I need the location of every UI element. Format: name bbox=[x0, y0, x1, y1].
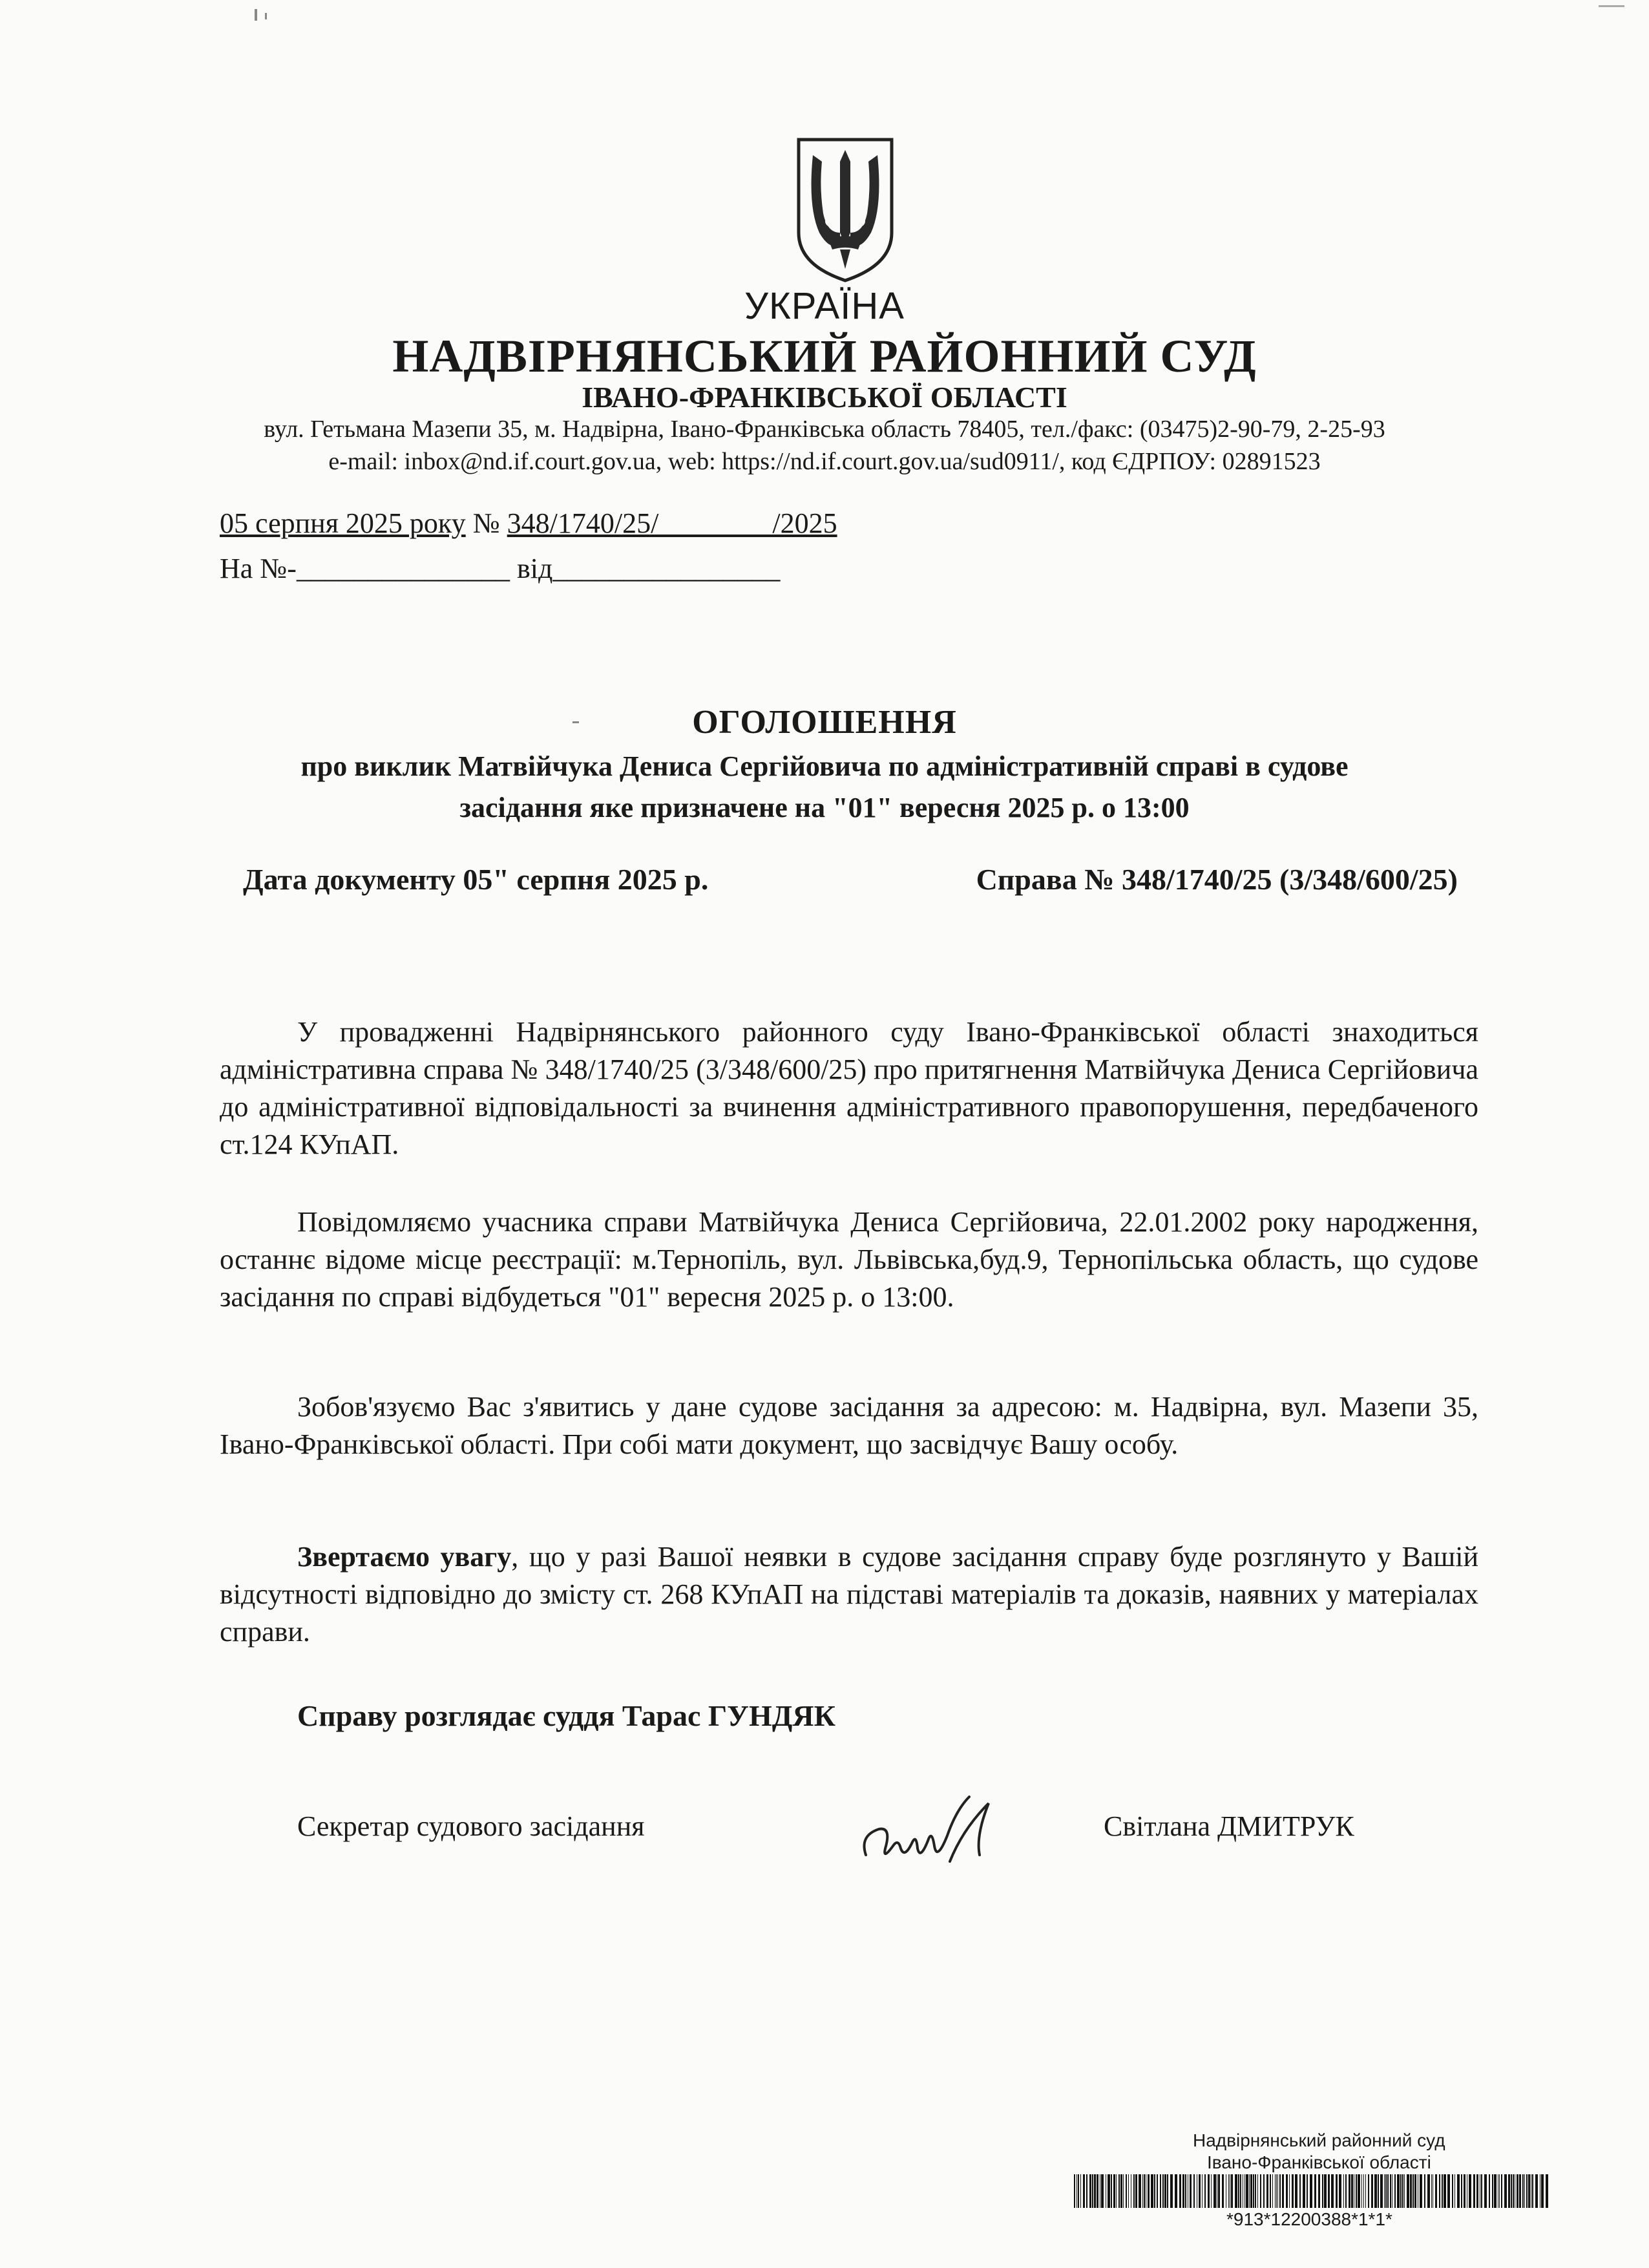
barcode-bar bbox=[1361, 2174, 1362, 2208]
barcode-bar bbox=[1522, 2174, 1524, 2208]
country-heading: УКРАЇНА bbox=[744, 285, 905, 327]
incoming-reference bbox=[220, 552, 780, 585]
barcode-bar bbox=[1202, 2174, 1203, 2208]
barcode-bar bbox=[1358, 2174, 1360, 2208]
body-paragraph: Зобов'язуємо Вас з'явитись у дане судове засідання за адресою: м. Надвірна, вул. Мазепи 35, Івано-Франківської області. При собі мати документ, що засвідчує Вашу особу. bbox=[220, 1391, 1478, 1460]
barcode-bar bbox=[1074, 2174, 1075, 2208]
barcode-bar bbox=[1119, 2174, 1120, 2208]
barcode-bar bbox=[1314, 2174, 1316, 2208]
barcode-bar bbox=[1457, 2174, 1460, 2208]
barcode-bar bbox=[1154, 2174, 1155, 2208]
incoming-number-blank: _______________ bbox=[296, 553, 510, 584]
barcode-bar bbox=[1336, 2174, 1338, 2208]
barcode-bar bbox=[1289, 2174, 1290, 2208]
barcode-bar bbox=[1345, 2174, 1347, 2208]
barcode-bar bbox=[1447, 2174, 1450, 2208]
barcode-number: *913*12200388*1*1* bbox=[1226, 2209, 1392, 2229]
barcode-bar bbox=[1484, 2174, 1487, 2208]
outgoing-number-label: № bbox=[465, 507, 507, 539]
barcode-bar bbox=[1266, 2174, 1268, 2208]
barcode-bar bbox=[1508, 2174, 1510, 2208]
barcode-bar bbox=[1260, 2174, 1261, 2208]
barcode-bar bbox=[1162, 2174, 1164, 2208]
barcode-bar bbox=[1094, 2174, 1096, 2208]
barcode-bar bbox=[1473, 2174, 1475, 2208]
barcode-bar bbox=[1246, 2174, 1248, 2208]
barcode-bar bbox=[1431, 2174, 1432, 2208]
barcode-bar bbox=[1116, 2174, 1117, 2208]
barcode-bar bbox=[1157, 2174, 1158, 2208]
barcode-bar bbox=[1092, 2174, 1093, 2208]
barcode-bar bbox=[1111, 2174, 1112, 2208]
barcode-bar bbox=[1374, 2174, 1377, 2208]
barcode-bar bbox=[1193, 2174, 1195, 2208]
barcode-bar bbox=[1139, 2174, 1141, 2208]
barcode-bar bbox=[1385, 2174, 1387, 2208]
court-name-heading: НАДВІРНЯНСЬКИЙ РАЙОННИЙ СУД bbox=[392, 330, 1257, 382]
barcode-bar bbox=[1231, 2174, 1233, 2208]
barcode-bar bbox=[1270, 2174, 1271, 2208]
scan-speck bbox=[265, 13, 267, 19]
barcode-bar bbox=[1414, 2174, 1416, 2208]
barcode-bar bbox=[1404, 2174, 1405, 2208]
barcode-bar bbox=[1148, 2174, 1150, 2208]
barcode-bar bbox=[1190, 2174, 1192, 2208]
barcode-icon bbox=[1074, 2174, 1552, 2208]
barcode-bar bbox=[1113, 2174, 1115, 2208]
barcode-bar bbox=[1363, 2174, 1364, 2208]
barcode-bar bbox=[1407, 2174, 1409, 2208]
barcode-bar bbox=[1400, 2174, 1402, 2208]
barcode-bar bbox=[1213, 2174, 1216, 2208]
outgoing-reference bbox=[220, 507, 837, 540]
barcode-bar bbox=[1380, 2174, 1383, 2208]
barcode-bar bbox=[1086, 2174, 1087, 2208]
barcode-bar bbox=[1228, 2174, 1229, 2208]
barcode-bar bbox=[1365, 2174, 1366, 2208]
incoming-label: На №- bbox=[220, 553, 297, 584]
barcode-bar bbox=[1394, 2174, 1396, 2208]
barcode-bar bbox=[1461, 2174, 1462, 2208]
barcode-bar bbox=[1489, 2174, 1490, 2208]
court-contacts-line: e-mail: inbox@nd.if.court.gov.ua, web: https://nd.if.court.gov.ua/sud0911/, код ЄДРПОУ: 02891523 bbox=[328, 448, 1321, 475]
barcode-bar bbox=[1476, 2174, 1478, 2208]
court-region-heading: ІВАНО-ФРАНКІВСЬКОЇ ОБЛАСТІ bbox=[582, 381, 1067, 414]
barcode-bar bbox=[1218, 2174, 1220, 2208]
barcode-bar bbox=[1469, 2174, 1471, 2208]
notice-title: ОГОЛОШЕННЯ bbox=[692, 704, 957, 741]
barcode-bar bbox=[1387, 2174, 1389, 2208]
barcode-bar bbox=[1356, 2174, 1357, 2208]
body-paragraph bbox=[220, 1538, 1478, 1651]
barcode-bar bbox=[1410, 2174, 1412, 2208]
secretary-label: Секретар судового засідання bbox=[297, 1810, 645, 1842]
barcode-bar bbox=[1513, 2174, 1514, 2208]
barcode-bar bbox=[1528, 2174, 1530, 2208]
barcode-bar bbox=[1128, 2174, 1129, 2208]
barcode-bar bbox=[1151, 2174, 1153, 2208]
barcode-bar bbox=[1424, 2174, 1425, 2208]
outgoing-date: 05 серпня 2025 року bbox=[220, 507, 466, 539]
barcode-bar bbox=[1384, 2174, 1385, 2208]
barcode-bar bbox=[1324, 2174, 1327, 2208]
barcode-bar bbox=[1439, 2174, 1440, 2208]
barcode-bar bbox=[1272, 2174, 1273, 2208]
barcode-bar bbox=[1526, 2174, 1528, 2208]
barcode-bar bbox=[1310, 2174, 1312, 2208]
incoming-date-blank: ________________ bbox=[552, 553, 781, 584]
barcode-bar bbox=[1444, 2174, 1446, 2208]
barcode-bar bbox=[1135, 2174, 1137, 2208]
barcode-bar bbox=[1532, 2174, 1533, 2208]
barcode-bar bbox=[1238, 2174, 1239, 2208]
barcode-bar bbox=[1175, 2174, 1177, 2208]
barcode-bar bbox=[1083, 2174, 1085, 2208]
barcode-bar bbox=[1427, 2174, 1430, 2208]
barcode-bar bbox=[1413, 2174, 1414, 2208]
body-paragraph: У провадженні Надвірнянського районного суду Івано-Франківської області знаходиться адміністративна справа № 348/1740/25 (3/348/600/25) про притягнення Матвійчука Дениса Сергійовича до адміністративної відповідальності за вчинення адміністративного правопорушення, передбаченого ст.124 КУпАП. bbox=[220, 1016, 1478, 1160]
case-number: Справа № 348/1740/25 (3/348/600/25) bbox=[976, 863, 1458, 896]
barcode-bar bbox=[1160, 2174, 1161, 2208]
barcode-bar bbox=[1170, 2174, 1173, 2208]
outgoing-number: 348/1740/25/________/2025 bbox=[507, 507, 837, 539]
barcode-bar bbox=[1517, 2174, 1518, 2208]
barcode-bar bbox=[1142, 2174, 1143, 2208]
barcode-bar bbox=[1185, 2174, 1186, 2208]
barcode-bar bbox=[1546, 2174, 1548, 2208]
barcode-bar bbox=[1511, 2174, 1512, 2208]
barcode-bar bbox=[1123, 2174, 1124, 2208]
barcode-bar bbox=[1167, 2174, 1168, 2208]
barcode-bar bbox=[1199, 2174, 1201, 2208]
barcode-bar bbox=[1501, 2174, 1502, 2208]
handwritten-signature-icon bbox=[853, 1784, 1008, 1874]
barcode-bar bbox=[1481, 2174, 1482, 2208]
barcode-bar bbox=[1292, 2174, 1294, 2208]
barcode-bar bbox=[1492, 2174, 1493, 2208]
barcode-bar bbox=[1144, 2174, 1145, 2208]
barcode-bar bbox=[1349, 2174, 1350, 2208]
barcode-bar bbox=[1494, 2174, 1497, 2208]
barcode-bar bbox=[1276, 2174, 1277, 2208]
barcode-bar bbox=[1524, 2174, 1525, 2208]
barcode-bar bbox=[1164, 2174, 1166, 2208]
barcode-bar bbox=[1282, 2174, 1284, 2208]
barcode-bar bbox=[1208, 2174, 1210, 2208]
barcode-bar bbox=[1126, 2174, 1127, 2208]
barcode-bar bbox=[1108, 2174, 1110, 2208]
document-date: Дата документу 05" серпня 2025 р. bbox=[243, 863, 709, 896]
barcode-bar bbox=[1263, 2174, 1265, 2208]
barcode-bar bbox=[1397, 2174, 1400, 2208]
barcode-bar bbox=[1295, 2174, 1297, 2208]
barcode-bar bbox=[1535, 2174, 1538, 2208]
barcode-bar bbox=[1339, 2174, 1341, 2208]
barcode-bar bbox=[1318, 2174, 1320, 2208]
scan-speck bbox=[1599, 5, 1624, 7]
barcode-bar bbox=[1519, 2174, 1521, 2208]
barcode-bar bbox=[1541, 2174, 1544, 2208]
barcode-bar bbox=[1097, 2174, 1098, 2208]
scan-speck bbox=[255, 9, 257, 21]
barcode-bar bbox=[1253, 2174, 1254, 2208]
tryzub-coat-of-arms-icon bbox=[793, 136, 897, 284]
barcode-bar bbox=[1322, 2174, 1323, 2208]
barcode-bar bbox=[1179, 2174, 1181, 2208]
barcode-bar bbox=[1504, 2174, 1507, 2208]
barcode-bar bbox=[1368, 2174, 1369, 2208]
barcode-bar bbox=[1442, 2174, 1443, 2208]
barcode-bar bbox=[1182, 2174, 1184, 2208]
barcode-bar bbox=[1211, 2174, 1212, 2208]
barcode-bar bbox=[1275, 2174, 1276, 2208]
barcode-bar bbox=[1240, 2174, 1241, 2208]
barcode-bar bbox=[1351, 2174, 1353, 2208]
barcode-bar bbox=[1277, 2174, 1278, 2208]
barcode-bar bbox=[1464, 2174, 1465, 2208]
barcode-bar bbox=[1435, 2174, 1437, 2208]
registry-stamp-line: Надвірнянський районний суд bbox=[1193, 2130, 1445, 2150]
barcode-bar bbox=[1089, 2174, 1091, 2208]
secretary-name: Світлана ДМИТРУК bbox=[1104, 1810, 1354, 1842]
incoming-from-label: від bbox=[509, 553, 553, 584]
barcode-bar bbox=[1080, 2174, 1081, 2208]
barcode-bar bbox=[1222, 2174, 1224, 2208]
barcode-bar bbox=[1255, 2174, 1256, 2208]
barcode-bar bbox=[1250, 2174, 1252, 2208]
barcode-bar bbox=[1235, 2174, 1237, 2208]
barcode-bar bbox=[1343, 2174, 1344, 2208]
barcode-bar bbox=[1371, 2174, 1373, 2208]
judge-line: Справу розглядає суддя Тарас ГУНДЯК bbox=[297, 1699, 835, 1732]
barcode-bar bbox=[1378, 2174, 1379, 2208]
registry-stamp-line: Івано-Франківської області bbox=[1207, 2152, 1431, 2172]
barcode-bar bbox=[1101, 2174, 1104, 2208]
barcode-bar bbox=[1452, 2174, 1453, 2208]
barcode-bar bbox=[1249, 2174, 1250, 2208]
barcode-bar bbox=[1279, 2174, 1281, 2208]
attention-label: Звертаємо увагу bbox=[297, 1541, 512, 1573]
barcode-bar bbox=[1078, 2174, 1079, 2208]
barcode-bar bbox=[1133, 2174, 1135, 2208]
barcode-bar bbox=[1390, 2174, 1391, 2208]
barcode-bar bbox=[1120, 2174, 1122, 2208]
barcode-bar bbox=[1204, 2174, 1206, 2208]
barcode-bar bbox=[1328, 2174, 1330, 2208]
barcode-bar bbox=[1420, 2174, 1422, 2208]
barcode-bar bbox=[1303, 2174, 1305, 2208]
barcode-bar bbox=[1257, 2174, 1258, 2208]
scan-speck bbox=[572, 721, 579, 723]
attention-text: , що у разі Вашої неявки в судове засідання справу буде розглянуто у Вашій відсутності відповідно до змісту ст. 268 КУпАП на підставі матеріалів та доказів, наявних у матеріалах справи. bbox=[220, 1541, 1479, 1648]
barcode-bar bbox=[1499, 2174, 1500, 2208]
barcode-bar bbox=[1286, 2174, 1288, 2208]
body-paragraph: Повідомляємо учасника справи Матвійчука Дениса Сергійовича, 22.01.2002 року народження, останнє відоме місце реєстрації: м.Тернопіль, вул. Львівська,буд.9, Тернопільська область, що судове засідання по справі відбудеться "01" вересня 2025 р. о 13:00. bbox=[220, 1206, 1478, 1313]
court-address-line: вул. Гетьмана Мазепи 35, м. Надвірна, Івано-Франківська область 78405, тел./факс: (03475)2-90-79, 2-25-93 bbox=[264, 416, 1385, 443]
barcode-bar bbox=[1307, 2174, 1308, 2208]
barcode-bar bbox=[1402, 2174, 1403, 2208]
notice-subtitle: засідання яке призначене на "01" вересня 2025 р. о 13:00 bbox=[459, 792, 1190, 823]
barcode-bar bbox=[1299, 2174, 1301, 2208]
barcode-bar bbox=[1331, 2174, 1334, 2208]
notice-subtitle: про виклик Матвійчука Дениса Сергійовича по адміністративній справі в судове bbox=[300, 750, 1349, 782]
